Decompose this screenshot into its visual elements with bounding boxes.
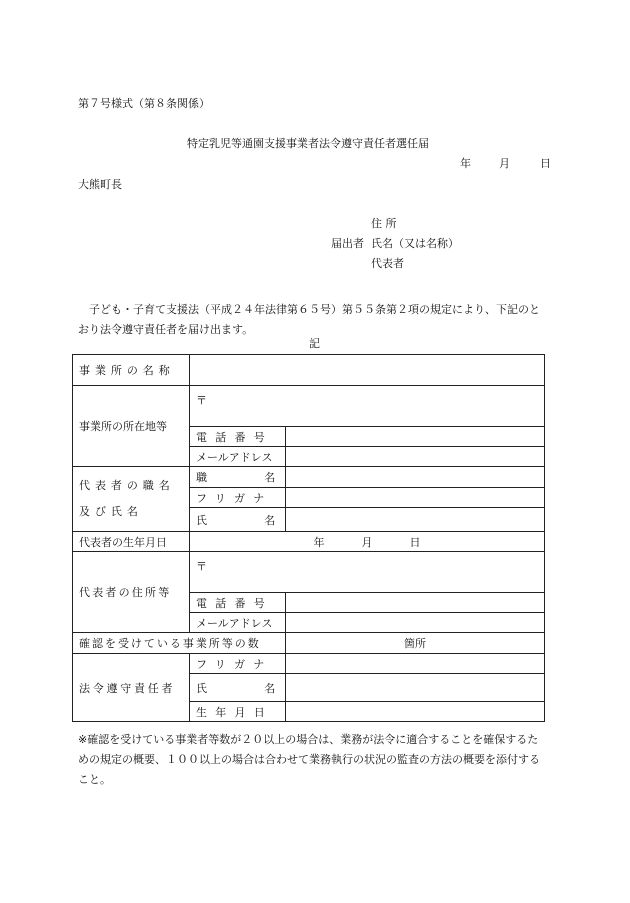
label-rep-title-name-line1: 代表者の職名 xyxy=(79,479,175,492)
label-rep-phone: 電話番号 xyxy=(190,593,286,613)
label-confirmed-count: 確認を受けている事業所等の数 xyxy=(73,633,286,654)
label-rep-title-name-line2: 及び氏名 xyxy=(79,505,143,518)
field-officer-dob[interactable] xyxy=(286,702,545,722)
label-office-address: 事業所の所在地等 xyxy=(73,386,190,467)
applicant-notifier-label: 届出者 xyxy=(331,237,364,250)
label-office-name: 事業所の名称 xyxy=(73,355,190,386)
label-office-phone: 電話番号 xyxy=(190,427,286,447)
label-compliance-officer: 法令遵守責任者 xyxy=(73,654,190,722)
field-confirmed-count[interactable] xyxy=(286,633,545,654)
postal-mark: 〒 xyxy=(196,394,207,407)
note-text: ※確認を受けている事業者等数が２０以上の場合は、業務が法令に適合することを確保するための規定の概要、１００以上の場合は合わせて業務執行の状況の監査の方法の概要を添付すること。 xyxy=(78,733,540,786)
field-rep-birth[interactable] xyxy=(190,532,545,552)
applicant-address-label: 住 所 xyxy=(371,217,397,230)
label-rep-position: 職名 xyxy=(190,467,286,488)
date-year: 年 xyxy=(460,157,471,170)
rep-postal-mark: 〒 xyxy=(196,560,207,573)
field-office-email[interactable] xyxy=(286,447,545,467)
field-office-address[interactable] xyxy=(190,386,545,427)
applicant-name-label: 氏名（又は名称） xyxy=(371,237,459,250)
label-officer-furigana: フリガナ xyxy=(190,654,286,674)
birth-day: 日 xyxy=(409,535,421,549)
label-rep-email: メールアドレス xyxy=(190,613,286,633)
form-number: 第７号様式（第８条関係） xyxy=(78,97,210,110)
label-rep-furigana: フリガナ xyxy=(190,488,286,508)
label-rep-title-name xyxy=(73,467,190,532)
field-rep-phone[interactable] xyxy=(286,593,545,613)
document-title: 特定乳児等通園支援事業者法令遵守責任者選任届 xyxy=(187,137,429,150)
label-officer-dob: 生年月日 xyxy=(190,702,286,722)
addressee: 大熊町長 xyxy=(78,178,122,191)
birth-year: 年 xyxy=(313,535,325,549)
field-rep-furigana[interactable] xyxy=(286,488,545,508)
body-paragraph: 子ども・子育て支援法（平成２４年法律第６５号）第５５条第２項の規定により、下記のとおり法令遵守責任者を届け出ます。 xyxy=(78,303,540,336)
date-day: 日 xyxy=(540,157,551,170)
date-month: 月 xyxy=(499,157,510,170)
applicant-representative-label: 代表者 xyxy=(371,257,404,270)
ki-heading: 記 xyxy=(309,337,320,350)
label-rep-name: 氏名 xyxy=(190,508,286,532)
field-rep-email[interactable] xyxy=(286,613,545,633)
field-office-phone[interactable] xyxy=(286,427,545,447)
registration-table xyxy=(72,354,545,722)
birth-month: 月 xyxy=(361,535,373,549)
field-officer-furigana[interactable] xyxy=(286,654,545,674)
label-officer-name: 氏名 xyxy=(190,674,286,702)
label-rep-birth: 代表者の生年月日 xyxy=(73,532,190,552)
field-rep-address[interactable] xyxy=(190,552,545,593)
label-office-email: メールアドレス xyxy=(190,447,286,467)
label-rep-address: 代表者の住所等 xyxy=(73,552,190,633)
count-unit: 箇所 xyxy=(404,637,426,650)
field-office-name[interactable] xyxy=(190,355,545,386)
